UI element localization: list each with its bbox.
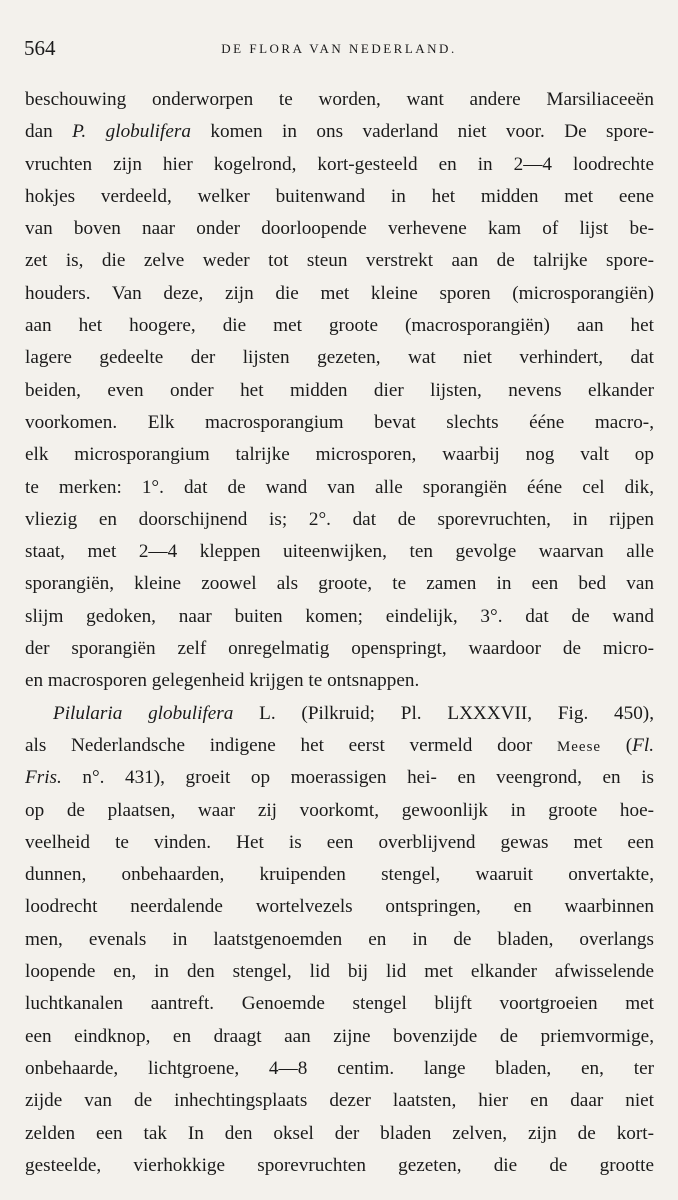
text-line: van boven naar onder doorloopende verhevene kam of lijst be-	[25, 218, 654, 240]
text-line: een eindknop, en draagt aan zijne bovenzijde de priemvormige,	[25, 1025, 654, 1047]
text-line: luchtkanalen aantreft. Genoemde stengel blijft voortgroeien met	[25, 993, 654, 1015]
text-line: gesteelde, vierhokkige sporevruchten gezeten, die de grootte	[25, 1154, 654, 1176]
text-line	[25, 698, 654, 730]
text-line	[25, 116, 654, 148]
text-line: loopende en, in den stengel, lid bij lid met elkander afwisselende	[25, 961, 654, 983]
species-name: P. globulifera	[72, 121, 191, 143]
text-line: zijde van de inhechtingsplaats dezer laatsten, hier en daar niet	[25, 1090, 654, 1112]
page-number: 564	[24, 36, 56, 60]
text-line: zet is, die zelve weder tot steun verstrekt aan de talrijke spore-	[25, 250, 654, 272]
text-line: vruchten zijn hier kogelrond, kort-gesteeld en in 2—4 loodrechte	[25, 153, 654, 175]
text-line: op de plaatsen, waar zij voorkomt, gewoonlijk in groote hoe-	[25, 799, 654, 821]
text-segment: L. (Pilkruid; Pl. LXXXVII, Fig. 450),	[233, 702, 654, 724]
text-line: voorkomen. Elk macrosporangium bevat slechts éénе macro-,	[25, 411, 654, 433]
text-line: veelheid te vinden. Het is een overblijvend gewas met een	[25, 831, 654, 853]
text-line: lagere gedeelte der lijsten gezeten, wat niet verhindert, dat	[25, 347, 654, 369]
text-line	[25, 762, 654, 794]
body-text	[25, 84, 654, 1182]
text-line: elk microsporangium talrijke microsporen, waarbij nog valt op	[25, 444, 654, 466]
text-line: sporangiën, kleine zoowel als groote, te zamen in een bed van	[25, 573, 654, 595]
text-line: der sporangiën zelf onregelmatig openspringt, waardoor de micro-	[25, 638, 654, 660]
text-line: zelden een tak In den oksel der bladen zelven, zijn de kort-	[25, 1122, 654, 1144]
text-line: onbehaarde, lichtgroene, 4—8 centim. lange bladen, en, ter	[25, 1057, 654, 1079]
text-line: beschouwing onderworpen te worden, want andere Marsiliaceeën	[25, 89, 654, 110]
text-line: staat, met 2—4 kleppen uiteenwijken, ten gevolge waarvan alle	[25, 541, 654, 563]
text-line: beiden, even onder het midden dier lijsten, nevens elkander	[25, 379, 654, 401]
text-line-content: dan P. globulifera komen in ons vaderland niet voor. De spore-	[25, 121, 654, 143]
text-line: slijm gedoken, naar buiten komen; eindelijk, 3°. dat de wand	[25, 605, 654, 627]
text-line: aan het hoogere, die met groote (macrosporangiën) aan het	[25, 315, 654, 337]
text-line: dunnen, onbehaarden, kruipenden stengel, waaruit onvertakte,	[25, 864, 654, 886]
text-line	[25, 730, 654, 762]
species-name: Pilularia globulifera	[53, 702, 234, 724]
source-title: Fl.	[632, 734, 654, 756]
text-line: te merken: 1°. dat de wand van alle sporangiën éénе cel dik,	[25, 476, 654, 498]
source-title: Fris.	[25, 767, 62, 789]
text-segment: (	[601, 734, 633, 756]
text-line: men, evenals in laatstgenoemden en in de bladen, overlangs	[25, 928, 654, 950]
text-line: houders. Van deze, zijn die met kleine sporen (microsporangiën)	[25, 282, 654, 304]
text-segment: n°. 431), groeit op moerassigen hei- en veengrond, en is	[61, 767, 654, 789]
text-line: loodrecht neerdalende wortelvezels ontspringen, en waarbinnen	[25, 896, 654, 918]
text-line: hokjes verdeeld, welker buitenwand in het midden met eene	[25, 185, 654, 207]
author-name: Meese	[556, 738, 602, 755]
text-line: vliezig en doorschijnend is; 2°. dat de sporevruchten, in rijpen	[25, 508, 654, 530]
page-header	[24, 36, 654, 60]
text-line: en macrosporen gelegenheid krijgen te ontsnappen.	[25, 670, 420, 692]
running-title: DE FLORA VAN NEDERLAND.	[221, 41, 457, 56]
text-segment: als Nederlandsche indigene het eerst vermeld door	[25, 734, 557, 756]
